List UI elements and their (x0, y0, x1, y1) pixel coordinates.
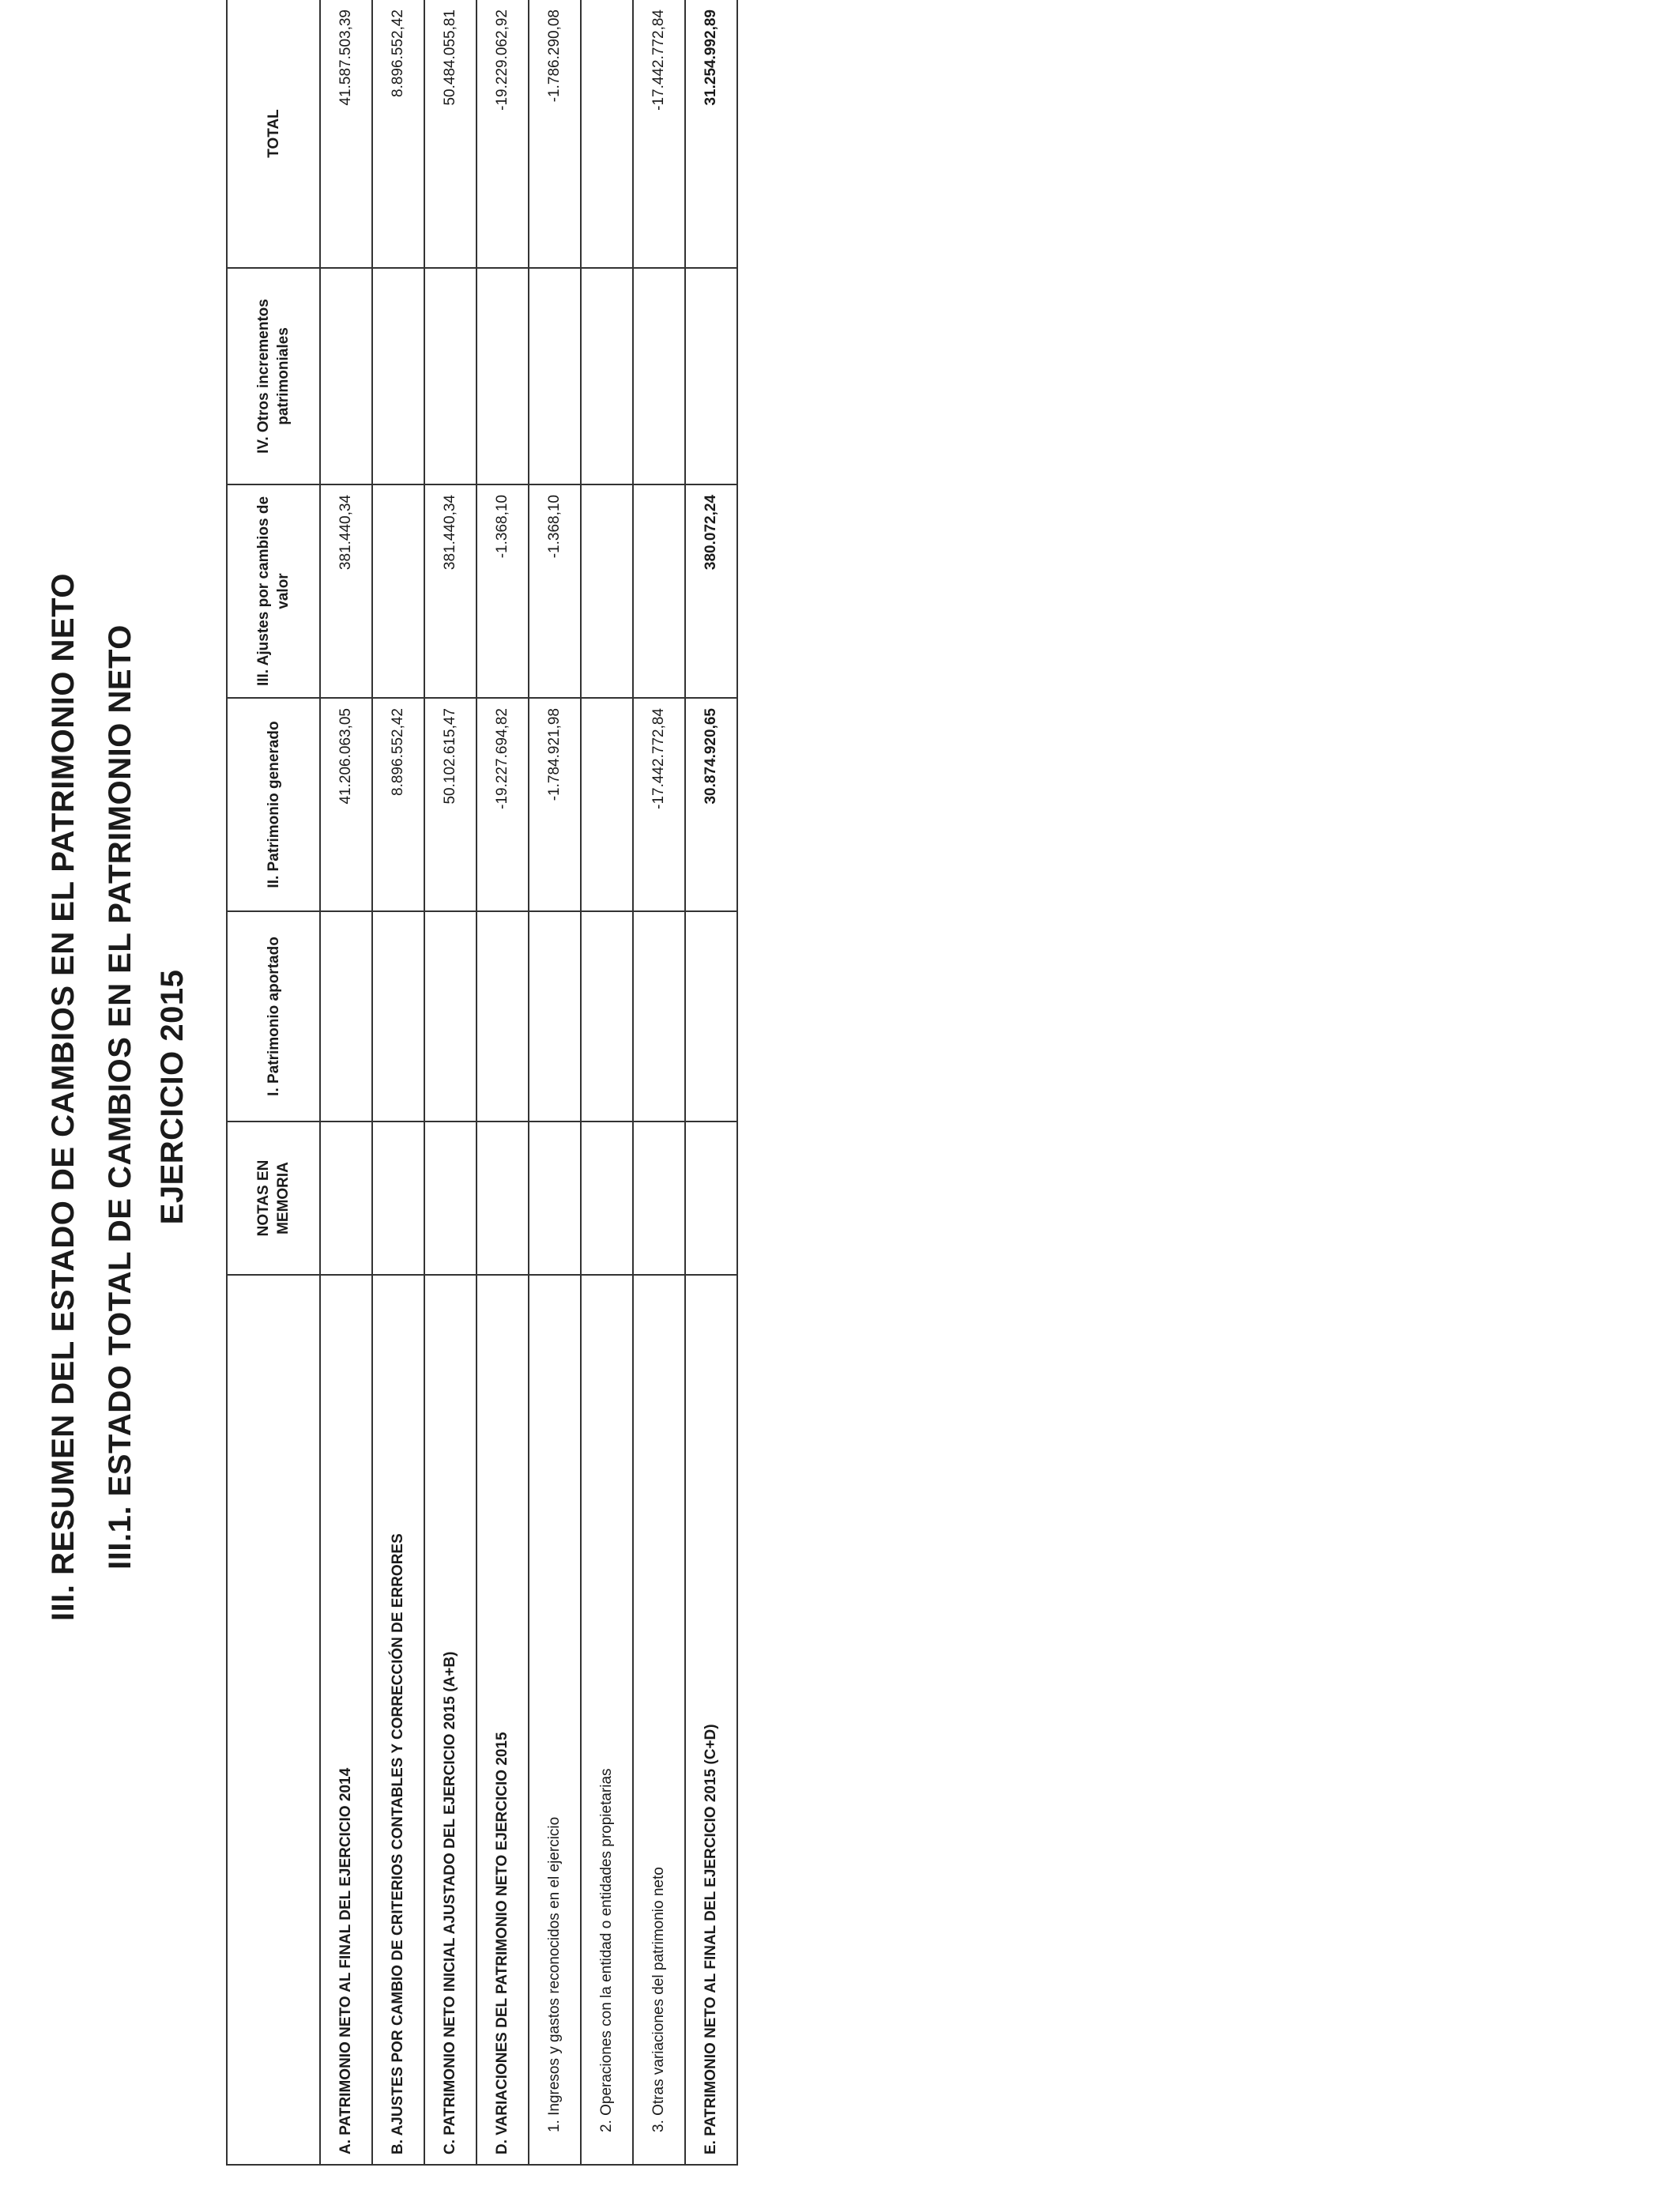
header-concept (227, 1275, 320, 2165)
cell-notas (685, 1122, 737, 1275)
row-label: 2. Operaciones con la entidad o entidades propietarias (581, 1275, 633, 2165)
cell-otros (372, 268, 424, 484)
cell-total: -1.786.290,08 (529, 0, 581, 268)
sub-title: III.1. ESTADO TOTAL DE CAMBIOS EN EL PATRIMONIO NETO (103, 624, 137, 1570)
cell-ajustes: 381.440,34 (320, 484, 372, 698)
cell-generado: -17.442.772,84 (633, 698, 685, 911)
table-row (685, 0, 737, 2165)
cell-total: -17.442.772,84 (633, 0, 685, 268)
cell-ajustes: -1.368,10 (529, 484, 581, 698)
cell-generado (581, 698, 633, 911)
cell-notas (320, 1122, 372, 1275)
cell-notas (529, 1122, 581, 1275)
row-label: D. VARIACIONES DEL PATRIMONIO NETO EJERCICIO 2015 (477, 1275, 529, 2165)
cell-aportado (424, 911, 477, 1122)
cell-ajustes: -1.368,10 (477, 484, 529, 698)
cell-total: 41.587.503,39 (320, 0, 372, 268)
header-aportado: I. Patrimonio aportado (227, 911, 320, 1122)
cell-otros (581, 268, 633, 484)
cell-otros (685, 268, 737, 484)
row-label: 1. Ingresos y gastos reconocidos en el ejercicio (529, 1275, 581, 2165)
cell-generado: -19.227.694,82 (477, 698, 529, 911)
cell-ajustes: 381.440,34 (424, 484, 477, 698)
cell-aportado (477, 911, 529, 1122)
table-row (372, 0, 424, 2165)
table-row (320, 0, 372, 2165)
cell-aportado (581, 911, 633, 1122)
row-label: E. PATRIMONIO NETO AL FINAL DEL EJERCICIO 2015 (C+D) (685, 1275, 737, 2165)
header-notas: NOTAS EN MEMORIA (227, 1122, 320, 1275)
header-total: TOTAL (227, 0, 320, 268)
cell-total: 50.484.055,81 (424, 0, 477, 268)
cell-generado: -1.784.921,98 (529, 698, 581, 911)
cell-generado: 30.874.920,65 (685, 698, 737, 911)
cell-notas (477, 1122, 529, 1275)
cell-generado: 41.206.063,05 (320, 698, 372, 911)
header-otros: IV. Otros incrementos patrimoniales (227, 268, 320, 484)
cell-generado: 50.102.615,47 (424, 698, 477, 911)
year-title: EJERCICIO 2015 (155, 969, 190, 1225)
cell-otros (424, 268, 477, 484)
table-row (633, 0, 685, 2165)
cell-otros (320, 268, 372, 484)
cell-notas (633, 1122, 685, 1275)
table-row (424, 0, 477, 2165)
cell-generado: 8.896.552,42 (372, 698, 424, 911)
cell-notas (424, 1122, 477, 1275)
cell-otros (633, 268, 685, 484)
cell-notas (581, 1122, 633, 1275)
cell-total: 31.254.992,89 (685, 0, 737, 268)
table-row (477, 0, 529, 2165)
row-label: A. PATRIMONIO NETO AL FINAL DEL EJERCICIO 2014 (320, 1275, 372, 2165)
cell-notas (372, 1122, 424, 1275)
cell-total: -19.229.062,92 (477, 0, 529, 268)
cell-ajustes: 380.072,24 (685, 484, 737, 698)
cell-otros (477, 268, 529, 484)
header-row (227, 0, 320, 2165)
cell-aportado (372, 911, 424, 1122)
row-label: B. AJUSTES POR CAMBIO DE CRITERIOS CONTABLES Y CORRECCIÓN DE ERRORES (372, 1275, 424, 2165)
header-ajustes: III. Ajustes por cambios de valor (227, 484, 320, 698)
cell-aportado (320, 911, 372, 1122)
header-generado: II. Patrimonio generado (227, 698, 320, 911)
cell-total: 8.896.552,42 (372, 0, 424, 268)
cell-ajustes (633, 484, 685, 698)
row-label: C. PATRIMONIO NETO INICIAL AJUSTADO DEL EJERCICIO 2015 (A+B) (424, 1275, 477, 2165)
cell-total (581, 0, 633, 268)
cell-ajustes (581, 484, 633, 698)
main-title: III. RESUMEN DEL ESTADO DE CAMBIOS EN EL PATRIMONIO NETO (46, 573, 81, 1621)
cell-aportado (633, 911, 685, 1122)
table-row (529, 0, 581, 2165)
cell-otros (529, 268, 581, 484)
cell-aportado (529, 911, 581, 1122)
cell-aportado (685, 911, 737, 1122)
patrimonio-table (226, 0, 738, 2166)
table-row (581, 0, 633, 2165)
row-label: 3. Otras variaciones del patrimonio neto (633, 1275, 685, 2165)
cell-ajustes (372, 484, 424, 698)
